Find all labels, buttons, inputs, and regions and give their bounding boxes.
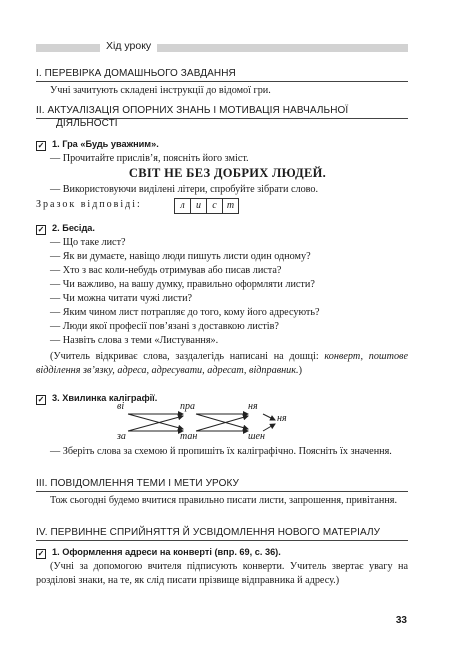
syllable-label: ня <box>277 413 287 424</box>
question-item: — Хто з вас коли-небудь отримував або писав листа? <box>50 265 282 276</box>
section-4-rule <box>36 540 408 541</box>
syllable-label: за <box>117 431 126 442</box>
section-2-title-line-2: ДІЯЛЬНОСТІ <box>56 118 118 129</box>
page-number: 33 <box>395 615 407 626</box>
question-item: — Що таке лист? <box>50 237 126 248</box>
arrow <box>128 414 183 429</box>
section-1-title: І. ПЕРЕВІРКА ДОМАШНЬОГО ЗАВДАННЯ <box>36 68 236 79</box>
calligraphy-task: — Зберіть слова за схемою й пропишіть їх каліграфічно. Поясніть їх значення. <box>50 446 392 457</box>
syllable-label: шен <box>248 431 265 442</box>
question-item: — Яким чином лист потрапляє до того, кому його адресують? <box>50 307 320 318</box>
checkbox-icon: ✓ <box>37 141 45 150</box>
calligraphy-title: 3. Хвилинка каліграфії. <box>52 393 158 403</box>
lesson-progress-title: Хід уроку <box>100 40 157 52</box>
teacher-note-start: (Учитель відкриває слова, заздалегідь написані на дошці: <box>50 351 325 362</box>
arrow <box>196 414 248 429</box>
teacher-note-end: ) <box>298 364 302 376</box>
game-task: — Використовуючи виділені літери, спробуйте зібрати слово. <box>50 184 319 195</box>
syllable-label: ві <box>117 401 125 412</box>
section-1-text: Учні зачитують складені інструкції до відомої гри. <box>50 85 271 96</box>
talk-title: 2. Бесіда. <box>52 223 95 233</box>
letter-box: и <box>190 198 207 214</box>
checkbox-icon: ✓ <box>37 395 45 404</box>
address-subheading <box>36 546 281 558</box>
section-2-title-line-1: ІІ. АКТУАЛІЗАЦІЯ ОПОРНИХ ЗНАНЬ І МОТИВАЦІЯ НАВЧАЛЬНОЇ <box>36 105 349 116</box>
syllable-label: пра <box>180 401 195 412</box>
question-item: — Чи важливо, на вашу думку, правильно оформляти листи? <box>50 279 315 290</box>
section-3-text: Тож сьогодні будемо вчитися правильно писати листи, запрошення, привітання. <box>50 495 398 506</box>
arrow <box>263 424 275 431</box>
letter-box: с <box>206 198 223 214</box>
question-item: — Як ви думаєте, навіщо люди пишуть листи один одному? <box>50 251 311 262</box>
syllable-label: тан <box>180 431 198 442</box>
proverb: СВІТ НЕ БЕЗ ДОБРИХ ЛЮДЕЙ. <box>128 166 327 180</box>
letter-box: т <box>222 198 239 214</box>
question-item: — Люди якої професії пов’язані з доставкою листів? <box>50 321 279 332</box>
question-item: — Чи можна читати чужі листи? <box>50 293 193 304</box>
game-question: — Прочитайте прислів’я, поясніть його зміст. <box>50 153 249 164</box>
teacher-note-words: конверт, поштове відділення зв’язку, адреса, адресувати, адресат, відправник. <box>36 351 409 376</box>
section-3-title: ІІІ. ПОВІДОМЛЕННЯ ТЕМИ І МЕТИ УРОКУ <box>36 478 239 489</box>
arrow <box>196 416 248 431</box>
syllable-label: ня <box>248 401 258 412</box>
arrow <box>128 416 183 431</box>
game-title: 1. Гра «Будь уважним». <box>52 139 159 149</box>
address-title: 1. Оформлення адреси на конверті (впр. 69, с. 36). <box>52 547 281 557</box>
answer-label: Зразок відповіді: <box>36 199 142 210</box>
section-4-title: IV. ПЕРВИННЕ СПРИЙНЯТТЯ Й УСВІДОМЛЕННЯ НОВОГО МАТЕРІАЛУ <box>36 527 381 538</box>
section-4-text: (Учні за допомогою вчителя підписують конверти. Учитель звертає увагу на розділові знаки, на те, як слід писати прізвище відправника й адресу.) <box>36 561 408 586</box>
question-item: — Назвіть слова з теми «Листування». <box>50 335 219 346</box>
checkbox-icon: ✓ <box>37 225 45 234</box>
arrow <box>263 414 275 420</box>
checkbox-icon: ✓ <box>37 549 45 558</box>
letter-box: л <box>174 198 191 214</box>
section-3-rule <box>36 491 408 492</box>
